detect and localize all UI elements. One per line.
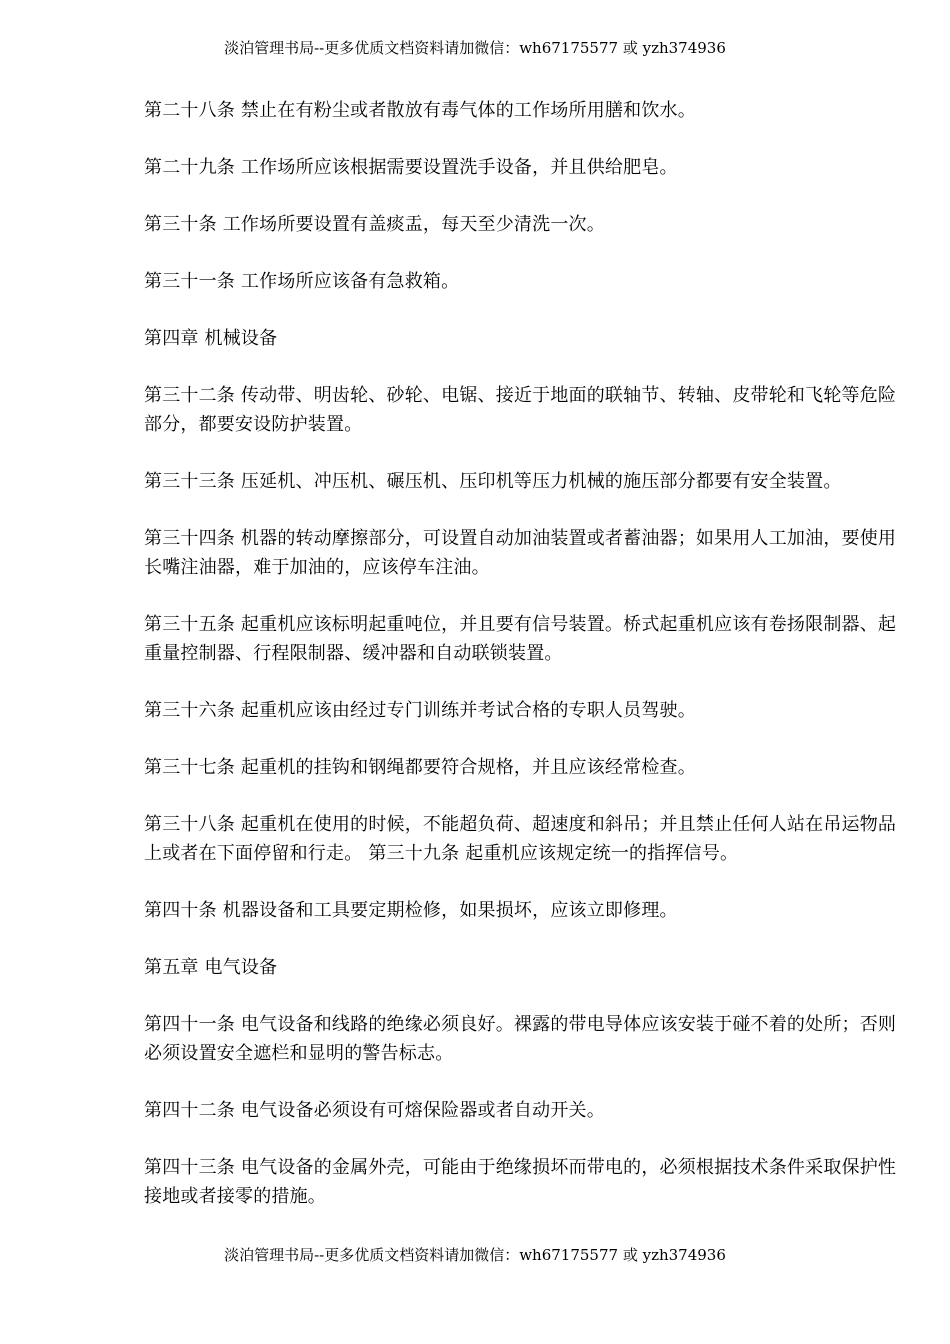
article-33: 第三十三条 压延机、冲压机、碾压机、压印机等压力机械的施压部分都要有安全装置。 (144, 471, 842, 492)
chapter-5-heading: 第五章 电气设备 (144, 957, 278, 978)
article-40: 第四十条 机器设备和工具要定期检修，如果损坏，应该立即修理。 (144, 900, 678, 921)
article-29: 第二十九条 工作场所应该根据需要设置洗手设备，并且供给肥皂。 (144, 157, 678, 178)
article-30: 第三十条 工作场所要设置有盖痰盂，每天至少清洗一次。 (144, 214, 605, 235)
chapter-4-heading: 第四章 机械设备 (144, 328, 278, 349)
article-31: 第三十一条 工作场所应该备有急救箱。 (144, 271, 460, 292)
article-41: 第四十一条 电气设备和线路的绝缘必须良好。裸露的带电导体应该安装于碰不着的处所；否则必须设置安全遮栏和显明的警告标志。 (144, 1014, 897, 1064)
article-37: 第三十七条 起重机的挂钩和钢绳都要符合规格，并且应该经常检查。 (144, 757, 696, 778)
page-footer: 淡泊管理书局--更多优质文档资料请加微信：wh67175577 或 yzh374936 (224, 1246, 726, 1264)
article-42: 第四十二条 电气设备必须设有可熔保险器或者自动开关。 (144, 1100, 605, 1121)
article-35: 第三十五条 起重机应该标明起重吨位，并且要有信号装置。桥式起重机应该有卷扬限制器、起重量控制器、行程限制器、缓冲器和自动联锁装置。 (144, 614, 897, 664)
article-36: 第三十六条 起重机应该由经过专门训练并考试合格的专职人员驾驶。 (144, 700, 696, 721)
article-34: 第三十四条 机器的转动摩擦部分，可设置自动加油装置或者蓄油器；如果用人工加油，要使用长嘴注油器，难于加油的，应该停车注油。 (144, 528, 897, 578)
document-body (144, 96, 904, 1239)
article-38-39: 第三十八条 起重机在使用的时候，不能超负荷、超速度和斜吊；并且禁止任何人站在吊运物品上或者在下面停留和行走。 第三十九条 起重机应该规定统一的指挥信号。 (144, 814, 897, 864)
page-header: 淡泊管理书局--更多优质文档资料请加微信：wh67175577 或 yzh374936 (224, 39, 726, 57)
article-32: 第三十二条 传动带、明齿轮、砂轮、电锯、接近于地面的联轴节、转轴、皮带轮和飞轮等危险部分，都要安设防护装置。 (144, 385, 897, 435)
article-43: 第四十三条 电气设备的金属外壳，可能由于绝缘损坏而带电的，必须根据技术条件采取保护性接地或者接零的措施。 (144, 1157, 897, 1207)
article-28: 第二十八条 禁止在有粉尘或者散放有毒气体的工作场所用膳和饮水。 (144, 100, 696, 121)
